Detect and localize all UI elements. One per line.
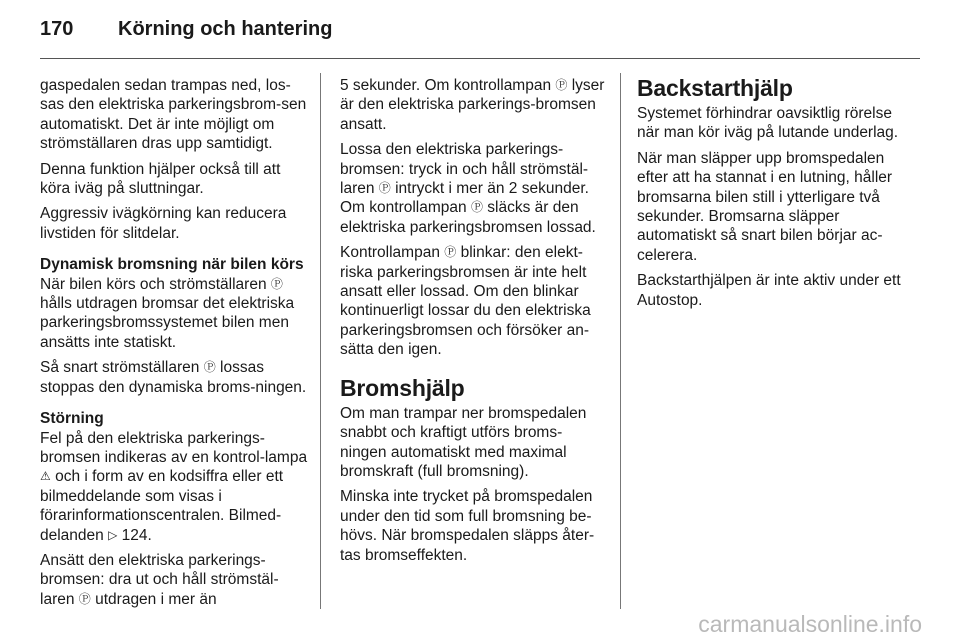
section-subheading: Dynamisk bromsning när bilen körs — [40, 256, 304, 274]
paragraph — [340, 140, 608, 237]
paragraph: gaspedalen sedan trampas ned, los-sas den elektriska parkeringsbrom-sen automatiskt. Det är inte möjligt om strömställaren dras upp samtidigt. — [40, 77, 307, 153]
paragraph — [40, 551, 308, 609]
paragraph — [40, 275, 308, 353]
section-heading: Backstarthjälp — [637, 75, 793, 101]
paragraph: Denna funktion hjälper också till att köra iväg på sluttningar. — [40, 160, 281, 198]
page-reference-arrow-icon: ▷ — [108, 527, 118, 542]
parking-brake-icon: Ⓟ — [470, 200, 483, 215]
text: Fel på den elektriska parkerings-bromsen indikeras av en kontrol-lampa — [40, 429, 308, 466]
section-heading: Bromshjälp — [340, 374, 465, 401]
header-rule — [40, 58, 920, 59]
text: 5 sekunder. Om kontrollampan — [340, 77, 552, 94]
text: släcks är den elektriska parkeringsbromsen lossad. — [340, 199, 596, 236]
parking-brake-icon: Ⓟ — [378, 181, 391, 196]
paragraph: Om man trampar ner bromspedalen snabbt och kraftigt utförs broms-ningen automatiskt med maximal bromskraft (full bromsning). — [340, 404, 587, 480]
paragraph: Systemet förhindrar oavsiktlig rörelse när man kör iväg på lutande underlag. — [637, 105, 899, 142]
text: utdragen i mer än — [95, 590, 217, 608]
chapter-title: Körning och hantering — [118, 18, 333, 40]
text: Lossa den elektriska parkerings-bromsen: tryck in och håll strömstäl-laren — [340, 141, 589, 198]
column-1 — [40, 76, 308, 615]
page-reference: 124. — [121, 526, 152, 544]
text: Så snart strömställaren — [40, 359, 200, 377]
paragraph — [340, 243, 608, 359]
section-subheading: Störning — [40, 410, 104, 428]
text: Ansätt den elektriska parkerings-bromsen: dra ut och håll strömstäl-laren — [40, 551, 279, 608]
paragraph: Aggressiv ivägkörning kan reducera livstiden för slitdelar. — [40, 205, 287, 242]
column-2 — [340, 76, 608, 571]
paragraph: När man släpper upp bromspedalen efter att ha stannat i en lutning, håller bromsarna bilen still i ytterligare två sekunder. Bromsarna släpper automatiskt så snart bilen börjar ac-celerera. — [637, 149, 893, 264]
paragraph — [40, 358, 308, 397]
parking-brake-icon: Ⓟ — [78, 591, 91, 606]
warning-lamp-icon: ⚠ — [40, 469, 51, 484]
text: intryckt i mer än 2 sekunder. Om kontrollampan — [340, 180, 589, 217]
paragraph: Minska inte trycket på bromspedalen under den tid som full bromsning be-hövs. När bromspedalen släpps åter-tas bromseffekten. — [340, 488, 595, 564]
parking-brake-icon: Ⓟ — [555, 78, 568, 92]
paragraph: Backstarthjälpen är inte aktiv under ett Autostop. — [637, 272, 901, 309]
text: Kontrollampan — [340, 244, 440, 262]
parking-brake-icon: Ⓟ — [270, 276, 283, 291]
watermark: carmanualsonline.info — [698, 611, 922, 637]
text: lyser är den elektriska parkerings-bromsen ansatt. — [340, 77, 605, 133]
text: hålls utdragen bromsar det elektriska parkeringsbromssystemet bilen men ansätts inte statiskt. — [40, 295, 295, 351]
parking-brake-icon: Ⓟ — [444, 245, 457, 260]
column-3 — [637, 76, 905, 316]
text: blinkar: den elekt-riska parkeringsbromsen är inte helt ansatt eller lossad. Om den blinkar kontinuerligt lossar du den elektriska parkeringsbromsen och försöker an-sätta den igen. — [340, 244, 591, 359]
text: lossas stoppas den dynamiska broms-ningen. — [40, 359, 307, 396]
text: och i form av en kodsiffra eller ett bilmeddelande som visas i förarinformationscentralen. Bilmed-delanden — [40, 468, 284, 544]
column-divider — [320, 73, 321, 609]
page-number: 170 — [40, 18, 74, 40]
parking-brake-icon: Ⓟ — [203, 360, 216, 375]
column-divider — [620, 73, 621, 609]
paragraph — [340, 76, 608, 134]
paragraph — [40, 429, 308, 545]
text: När bilen körs och strömställaren — [40, 275, 267, 293]
